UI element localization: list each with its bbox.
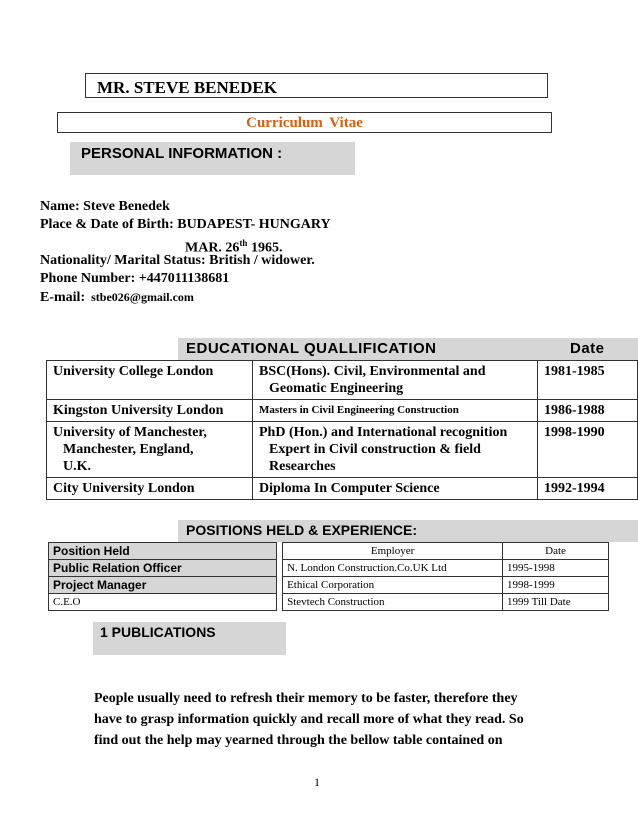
table-row bbox=[49, 560, 609, 577]
position-cell: C.E.O bbox=[49, 594, 277, 611]
degree-line: BSC(Hons). Civil, Environmental and bbox=[259, 364, 486, 379]
email-label: E-mail: bbox=[40, 290, 86, 305]
education-date-label: Date bbox=[570, 340, 605, 357]
position-cell: Project Manager bbox=[49, 577, 277, 594]
institution-cell bbox=[47, 478, 253, 500]
position-cell: Public Relation Officer bbox=[49, 560, 277, 577]
column-header-position: Position Held bbox=[49, 543, 277, 560]
birth-place-line: Place & Date of Birth: BUDAPEST- HUNGARY bbox=[40, 217, 331, 232]
paragraph-line: have to grasp information quickly and recall more of what they read. So bbox=[94, 712, 524, 727]
institution-cell bbox=[47, 361, 253, 400]
table-header-row bbox=[49, 543, 609, 560]
positions-heading: POSITIONS HELD & EXPERIENCE: bbox=[178, 520, 638, 542]
degree-line: Expert in Civil construction & field bbox=[269, 442, 481, 457]
education-table bbox=[46, 360, 638, 500]
date-cell: 1986-1988 bbox=[538, 400, 638, 422]
birth-date-main: MAR. 26 bbox=[185, 240, 240, 256]
degree-line: Masters in Civil Engineering Construction bbox=[259, 404, 459, 416]
degree-cell bbox=[253, 361, 538, 400]
column-header-employer: Employer bbox=[283, 543, 503, 560]
institution-cell bbox=[47, 400, 253, 422]
date-cell: 1981-1985 bbox=[538, 361, 638, 400]
degree-line: Diploma In Computer Science bbox=[259, 481, 440, 496]
employer-cell: Stevtech Construction bbox=[283, 594, 503, 611]
degree-cell bbox=[253, 478, 538, 500]
institution-name: University College London bbox=[53, 364, 214, 379]
email-line bbox=[40, 288, 331, 306]
paragraph-line: People usually need to refresh their memory to be faster, therefore they bbox=[94, 691, 518, 706]
date-cell: 1998-1999 bbox=[503, 577, 609, 594]
date-cell: 1992-1994 bbox=[538, 478, 638, 500]
institution-name: University of Manchester, bbox=[53, 425, 207, 440]
paragraph-line: find out the help may yearned through the bellow table contained on bbox=[94, 733, 503, 748]
table-row bbox=[47, 400, 638, 422]
page-number: 1 bbox=[314, 775, 320, 789]
birth-date-line bbox=[40, 234, 331, 256]
table-row bbox=[47, 361, 638, 400]
name-heading: MR. STEVE BENEDEK bbox=[85, 73, 548, 98]
table-row bbox=[49, 577, 609, 594]
publications-paragraph bbox=[94, 688, 549, 751]
degree-line: PhD (Hon.) and International recognition bbox=[259, 425, 508, 440]
table-row bbox=[47, 478, 638, 500]
degree-cell bbox=[253, 422, 538, 478]
education-heading-label: EDUCATIONAL QUALLIFICATION bbox=[186, 340, 437, 357]
personal-info-block bbox=[40, 198, 331, 306]
employer-cell: N. London Construction.Co.UK Ltd bbox=[283, 560, 503, 577]
employer-cell: Ethical Corporation bbox=[283, 577, 503, 594]
institution-name: City University London bbox=[53, 481, 195, 496]
birth-date-year: 1965. bbox=[247, 240, 283, 256]
name-line: Name: Steve Benedek bbox=[40, 199, 170, 214]
personal-info-heading: PERSONAL INFORMATION : bbox=[70, 142, 355, 175]
institution-cell bbox=[47, 422, 253, 478]
positions-table bbox=[48, 542, 609, 611]
degree-cell bbox=[253, 400, 538, 422]
email-value[interactable]: stbe026@gmail.com bbox=[91, 290, 194, 304]
date-cell: 1998-1990 bbox=[538, 422, 638, 478]
nationality-line: Nationality/ Marital Status: British / widower. bbox=[40, 253, 315, 268]
curriculum-vitae-title: Curriculum Vitae bbox=[57, 112, 552, 133]
institution-name: Manchester, England, bbox=[63, 442, 194, 457]
publications-heading: 1 PUBLICATIONS bbox=[93, 622, 286, 655]
education-heading bbox=[178, 338, 638, 360]
degree-line: Researches bbox=[269, 459, 336, 474]
phone-line: Phone Number: +447011138681 bbox=[40, 271, 230, 286]
table-row bbox=[49, 594, 609, 611]
table-row bbox=[47, 422, 638, 478]
degree-line: Geomatic Engineering bbox=[269, 381, 404, 396]
institution-name: Kingston University London bbox=[53, 403, 224, 418]
column-header-date: Date bbox=[503, 543, 609, 560]
date-cell: 1995-1998 bbox=[503, 560, 609, 577]
birth-date-suffix: th bbox=[239, 238, 248, 248]
date-cell: 1999 Till Date bbox=[503, 594, 609, 611]
institution-name: U.K. bbox=[63, 459, 91, 474]
